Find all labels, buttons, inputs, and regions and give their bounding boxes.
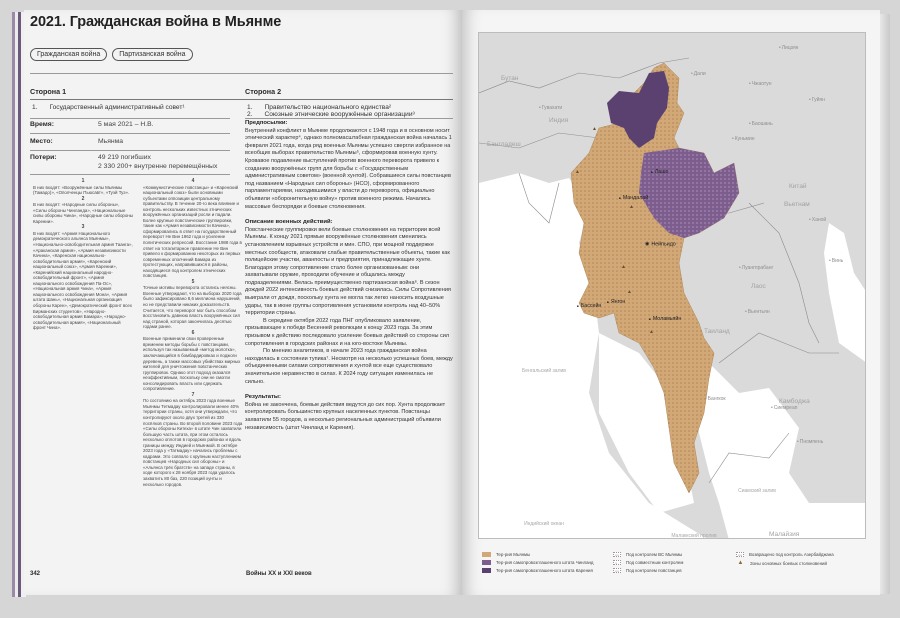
label-indian-ocean: Индийский океан <box>524 521 564 527</box>
background-heading: Предпосылки: <box>245 120 288 126</box>
city-vinh: • Винь <box>829 258 843 264</box>
page-title: 2021. Гражданская война в Мьянме <box>30 14 282 30</box>
city-dali: • Дали <box>691 71 706 77</box>
legend-item-army-control: x x Под контролем ВС Мьянмы <box>613 552 682 557</box>
city-mandalay: ■ Мандалай <box>619 195 648 201</box>
footnote-number: 1 <box>81 178 85 184</box>
divider <box>245 118 453 119</box>
label-bhutan: Бутан <box>501 75 519 82</box>
footnotes-column-1 <box>33 178 133 332</box>
side1-item: 1. Государственный административный совет¹ <box>32 104 185 111</box>
divider <box>30 174 230 175</box>
label-thailand: Таиланд <box>704 328 730 335</box>
side2-item: 2. Союзные этнические вооружённые организации³ <box>247 111 415 118</box>
city-pathein: ■ Бассейн <box>577 303 601 309</box>
footnote-number: 5 <box>191 278 195 285</box>
sea-south-china <box>824 223 866 363</box>
footnote-number: 3 <box>81 224 85 231</box>
conflict-marker: ▲ <box>575 169 580 175</box>
legend-item-chinland: Тер-рия самопровозглашенного штата Чинланд <box>482 560 594 565</box>
conflict-marker: ▲ <box>627 289 632 295</box>
book-title: Войны ХХ и ХХI веков <box>246 571 312 577</box>
footnote-text: В них входят: «Вооружённые силы Мьянмы (Тамадо)», «Ополченцы Пьюсавт», «Туэй Туэ». <box>33 184 130 196</box>
city-guwahati: • Гувахати <box>539 105 562 111</box>
map <box>478 32 866 539</box>
label-gulf-of-siam: Сиамский залив <box>738 488 776 494</box>
city-kunming: • Куньмин <box>732 136 755 142</box>
legend-item-joint-control: x · Под совместным контролем <box>613 560 683 565</box>
label-bangladesh: Бангладеш <box>487 141 521 148</box>
book-edge-right <box>880 14 890 594</box>
results-text: Война не закончена, боевые действия ведутся до сих пор. Хунта продолжает контролировать большинство крупных населенных пунктов. Повстанцы захватили 55 городов, а несколько региональных администраций объявили независимость (штат Чинланд и Карения). <box>245 401 446 431</box>
legend-swatch <box>482 560 491 565</box>
legend-pattern: x x <box>613 552 621 557</box>
tag-civil-war: Гражданская война <box>30 48 107 61</box>
side2-heading: Сторона 2 <box>245 87 282 96</box>
city-mawlamyine: ■ Моламьяйн <box>649 316 681 322</box>
info-time: Время: 5 мая 2021 – Н.В. <box>30 121 154 128</box>
conflict-marker: ▲ <box>629 204 634 210</box>
label-china: Китай <box>789 183 807 190</box>
footnote-number: 2 <box>81 195 85 202</box>
label-malaysia: Малайзия <box>769 531 800 538</box>
operations-heading: Описание военных действий: <box>245 219 333 226</box>
footnote-text: «Коммунистические повстанцы» и «Каренский национальный союз» были основными субъектами оппозиции центральному правительству. В течение 20-го века влияние и контроль нескольких известных этнических вооружённых организаций росли и падали. Более крупные повстанческие группировки, такие как «Армия независимости Качина», сформировались в ответ на государственный переворот Не Вин 1962 года и усиление политических репрессий. Восстание 1988 года в ответ на тоталитарное правление Не Вин привело к формированию некоторых из первых современных ополчений Бамара из протестующих, направившихся в районы, находящиеся под контролем этнических повстанцев. <box>143 184 242 279</box>
label-malacca-strait: Малаккский пролив <box>671 533 717 539</box>
legend-swatch <box>482 568 491 573</box>
city-guiyang: • Гуйян <box>809 97 825 103</box>
tag-list <box>30 48 193 61</box>
divider <box>30 99 453 100</box>
footnotes-column-2 <box>143 178 243 488</box>
footnote-number: 6 <box>191 329 195 336</box>
legend-item-returned-control: x x Возвращено под контроль Азербайджана <box>736 552 834 557</box>
page-number: 342 <box>30 571 41 577</box>
background-text: Внутренний конфликт в Мьянме продолжаются с 1948 года и в основном носит этнический характер⁴, однако полномасштабная гражданская война началась 1 февраля 2021 года, когда ряд военных Мьянмы успешно свергли избранное на всеобщих выборах правительство Мьянмы⁵, сформировав военную хунту. Кровавое подавление выступлений против военного переворота привело к созданию вооружённых групп для борьбы с «Государственным административным советом» (военной хунтой). Собравшиеся силы повстанцев под названием «Народных сил обороны» (НСО), сформированного парламентариями, находившимися у власти до переворота, официально объявили «оборонительную войну» против военного режима. Начались массовые беспорядки и боевые столкновения. <box>245 127 452 210</box>
divider <box>30 118 230 119</box>
city-vientiane: • Вьентьян <box>745 309 770 315</box>
city-baoshan: • Баошань <box>749 121 773 127</box>
footnote-text: В них входят: «Армия Национального демократического альянса Мьянмы», «Национально-освободительная армия Таанга», «Араканская армия», «Армия независимости Качина», «Каренская национально-освободительная армия», «Каренский национальный союз», «Армия Карении», «Каренийский национальный народно-освободительный фронт», «Армия национального освобождения Па-Ос», «Национальная армия Чина», «Армия национального освобождения Мона», «Армия штата Шань», «Национальная организация обороны Карен», «Демократический фронт всех Бирманских студентов», «Народно-освободительная армия Бамара», «Народно-освободительная армия», «Национальный фронт Чина». <box>33 230 133 331</box>
legend-swatch <box>482 552 491 557</box>
city-yangon: ■ Янгон <box>607 299 625 305</box>
side2-item: 1. Правительство национального единства² <box>247 104 392 111</box>
legend-item-myanmar: Тер-рия Мьянмы <box>482 552 530 557</box>
divider <box>30 133 230 134</box>
city-hanoi: • Ханой <box>809 217 826 223</box>
city-phnompenh: • Пномпень <box>797 439 823 445</box>
city-zhaotong: • Чжаотун <box>749 81 772 87</box>
label-vietnam: Вьетнам <box>784 201 810 208</box>
conflict-marker: ▲ <box>592 126 597 132</box>
operations-paragraph: Повстанческие группировки вели боевые столкновения на территории всей Мьянмы. К концу 2021 прямые вооружённые столкновения сменились установлением взрывных устройств и мин. СПО, при мощной поддержке местных сообществ, атаковали слабые правительственные объекты, такие как полицейские участки, аванпосты и предприятия, принадлежащие хунте. Благодаря этому сопротивление стало более организованным: они захватывали оружие, проходили обучение и общались между подразделениями. Велась преимущественно партизанская война⁶. В сезон дождей 2022 интенсивность боевых действий снизилась. Силы Сопротивления выиграли от дождя, поскольку хунта не могла так легко наносить воздушные удары, так в июне группы сопротивления установили контроль над 40–50% территории страны. <box>245 226 451 317</box>
label-cambodia: Камбоджа <box>779 398 810 405</box>
footnote-text: Точные мотивы переворота остались неясны. Военные утверждают, что на выборах 2020 года было зафиксировано 8,6 миллиона нарушений, но не представили никаких доказательств. Считается, что переворот мог быть способом восстановить давнюю власть вооружённых сил над страной, которая закончилась десятью годами ранее. <box>143 285 242 330</box>
city-lijiang: • Лицзян <box>779 45 798 51</box>
footnote-number: 4 <box>191 178 195 184</box>
city-luangprabang: • Луангпрабанг <box>739 265 773 271</box>
footnote-text: В них входят: «Народные силы обороны», «Силы обороны Чинландa», «Национальные силы обороны Чина», «Народные силы обороны Карении». <box>33 202 133 224</box>
city-lashio: ■ Лашо <box>651 169 668 175</box>
footnote-text: Военные применили свои проверенные временем методы борьбы с повстанцами, используя так называемый «метод молотка», заключающийся в бомбардировках и поджоги деревень, а также массовых убийствах мирных жителей для уничтожения повстанческих группировок. Однако этот подход оказался неэффективным, поскольку они не смогли консолидировать власть или сдержать сопротивление. <box>143 336 241 392</box>
legend-pattern: x · <box>613 560 621 565</box>
legend-pattern: x x <box>613 568 621 573</box>
label-bay-of-bengal: Бенгальский залив <box>522 368 566 374</box>
footnote-number: 7 <box>191 391 195 398</box>
tag-guerrilla-war: Партизанская война <box>112 48 192 61</box>
city-naypyidaw: ◉ Нейпьидо <box>645 241 676 247</box>
conflict-marker: ▲ <box>621 264 626 270</box>
info-place: Место: Мьянма <box>30 138 124 145</box>
label-laos: Лаос <box>751 283 766 290</box>
legend-item-conflict-zones: ▲ Зоны основных боевых столкновений <box>737 560 827 566</box>
losses-dead: 49 219 погибших <box>98 154 151 161</box>
city-bangkok: • Бангкок <box>705 396 726 402</box>
triangle-icon: ▲ <box>737 560 744 566</box>
operations-paragraph: По мнению аналитиков, в начале 2023 года гражданская война находилась в состоянии тупика⁷. Несмотря на несколько успешных боев, между объединенными силами сопротивления и хунтой все еще существовало значительное неравенство в силах. К 2024 году ситуация изменилась не сильно. <box>245 348 453 385</box>
info-losses: Потери: 49 219 погибших 2 330 200+ внутренне перемещённых <box>30 154 218 170</box>
main-text-column <box>245 120 453 432</box>
map-graphic <box>479 33 866 539</box>
divider <box>30 73 453 74</box>
legend-item-rebel-control: x x Под контролем повстанцев <box>613 568 682 573</box>
footnote-text: По состоянию на октябрь 2023 года военные Мьянмы Тетмадау контролировали менее 40% территории страны, хотя они утверждали, что контролируют около двух третей из 330 посёлков страны. Во второй половине 2023 года «Силы обороны Китеха» в штате Чин захватили большую часть штата, при этом осталось несколько оплотов в городских районах и вдоль границы между Индией и Мьянмой. В октябре 2023 года у «Татмадау» начались проблемы с кадрами. Это совпало с крупным наступлением повстанцев «Народных сил обороны» и «Альянса трёх братств» на западе страны, в ходе которого к 28 ноября 2023 года удалось захватить 80 баз, 220 позиций хунты и несколько городов. <box>143 398 243 487</box>
legend-item-karenni: Тер-рия самопровозглашенного штата Карения <box>482 568 593 573</box>
results-heading: Результаты: <box>245 394 281 401</box>
city-siemreap: • Сиемреап <box>771 405 797 411</box>
operations-paragraph: В середине октября 2022 года ПНГ опубликовало заявление, призывающее к победе Весенней революции к концу 2023 года. За этим призывом к действию последовало усиление боевых действий со стороны сил сопротивления в городских районах и на юго-востоке Мьянмы. <box>245 317 450 347</box>
legend-pattern: x x <box>736 552 744 557</box>
label-india: Индия <box>549 117 569 124</box>
side1-heading: Сторона 1 <box>30 87 67 96</box>
divider <box>30 150 230 151</box>
conflict-marker: ▲ <box>649 329 654 335</box>
sea-gulf-of-siam <box>694 363 866 539</box>
losses-displaced: 2 330 200+ внутренне перемещённых <box>98 162 218 170</box>
